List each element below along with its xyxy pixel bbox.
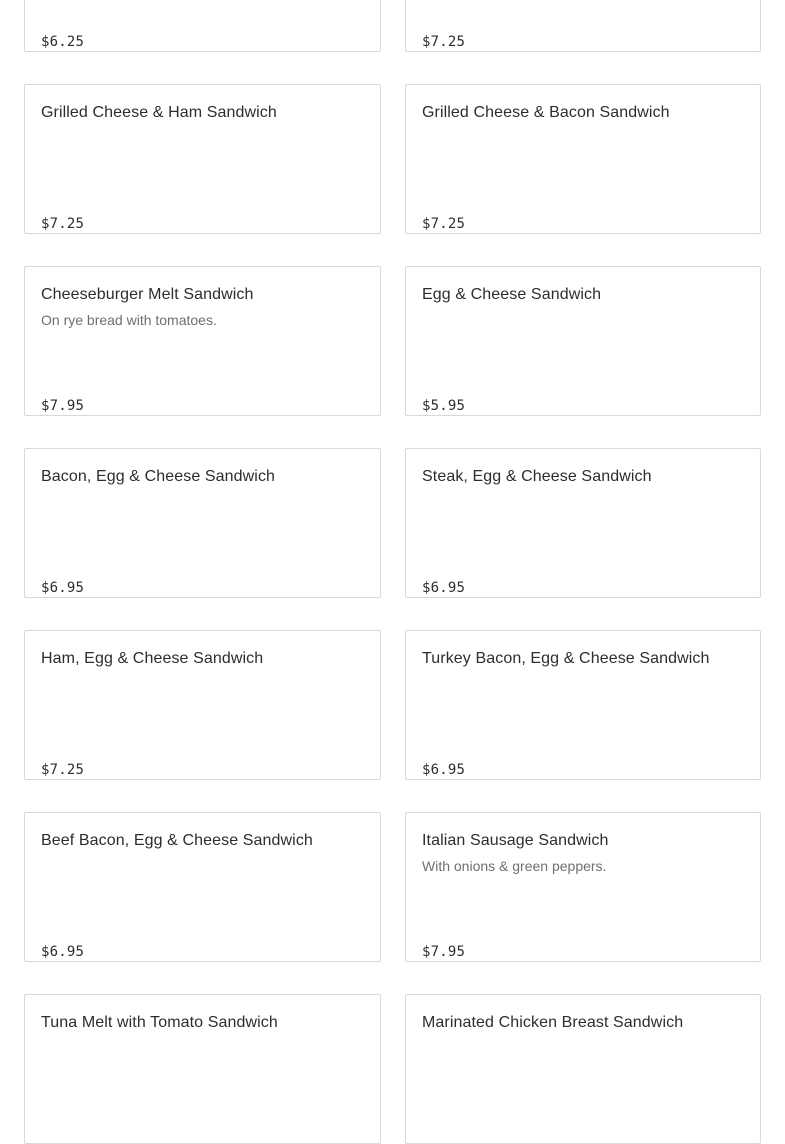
menu-item-price: $7.25 [422,34,466,50]
menu-item-price: $6.95 [41,580,85,596]
menu-item-card[interactable] [24,630,381,780]
menu-item-card[interactable] [405,266,761,416]
menu-item-card[interactable] [24,0,381,52]
menu-item-price: $6.95 [422,762,466,778]
menu-item-card[interactable] [405,448,761,598]
menu-item-price: $7.25 [422,216,466,232]
menu-item-name: Tuna Melt with Tomato Sandwich [41,1014,278,1031]
menu-item-price: $7.25 [41,216,85,232]
menu-item-card[interactable] [405,0,761,52]
menu-item-name: Beef Bacon, Egg & Cheese Sandwich [41,832,313,849]
menu-items-grid [24,0,761,1144]
menu-item-price: $7.25 [41,762,85,778]
menu-item-price: $5.95 [422,398,466,414]
menu-item-name: Turkey Bacon, Egg & Cheese Sandwich [422,650,710,667]
menu-item-card[interactable] [405,994,761,1144]
menu-item-price: $7.95 [422,944,466,960]
menu-item-price: $7.95 [41,398,85,414]
menu-item-card[interactable] [405,812,761,962]
menu-item-card[interactable] [24,812,381,962]
menu-item-name: Grilled Cheese & Bacon Sandwich [422,104,670,121]
menu-item-card[interactable] [405,630,761,780]
menu-item-name: Bacon, Egg & Cheese Sandwich [41,468,276,485]
menu-item-card[interactable] [24,994,381,1144]
menu-item-card[interactable] [24,84,381,234]
menu-item-description: On rye bread with tomatoes. [41,312,217,328]
menu-item-description: With onions & green peppers. [422,858,607,874]
menu-item-card[interactable] [24,266,381,416]
menu-item-name: Marinated Chicken Breast Sandwich [422,1014,684,1031]
menu-item-name: Cheeseburger Melt Sandwich [41,286,254,303]
menu-item-card[interactable] [405,84,761,234]
menu-item-price: $6.95 [41,944,85,960]
menu-item-name: Steak, Egg & Cheese Sandwich [422,468,652,485]
menu-item-price: $6.25 [41,34,85,50]
menu-item-name: Grilled Cheese & Ham Sandwich [41,104,277,121]
menu-item-price: $6.95 [422,580,466,596]
menu-item-name: Egg & Cheese Sandwich [422,286,602,303]
menu-item-name: Ham, Egg & Cheese Sandwich [41,650,264,667]
menu-item-name: Italian Sausage Sandwich [422,832,609,849]
menu-item-card[interactable] [24,448,381,598]
